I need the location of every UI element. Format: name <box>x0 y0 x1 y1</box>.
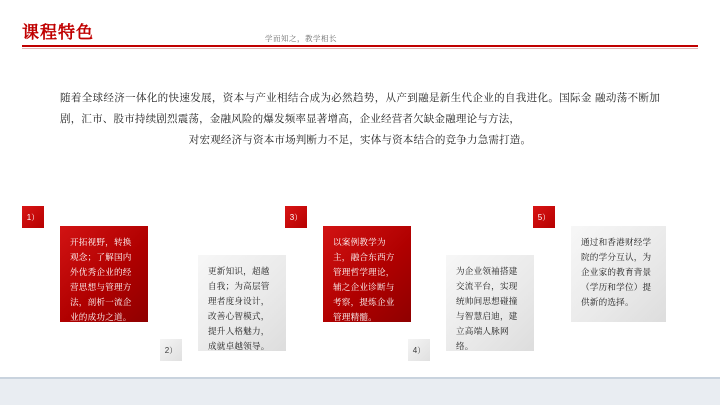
card-text-2: 更新知识，超越自我；为高层管理者度身设计，改善心智模式，提升人格魅力，成就卓越领导。 <box>198 255 286 351</box>
intro-line-2: 融动荡不断加剧，汇市、股市持续剧烈震荡，金融风险的爆发频率显著增高，企业经营者欠缺金融理论与方法， <box>60 92 660 125</box>
intro-line-1: 随着全球经济一体化的快速发展，资本与产业相结合成为必然趋势，从产到融是新生代企业的自我进化。国际金 <box>60 92 592 104</box>
card-text-1: 开拓视野，转换观念；了解国内外优秀企业的经营思想与管理方法，剖析一流企业的成功之道。 <box>60 226 148 322</box>
card-number-badge-2: 2） <box>160 339 182 361</box>
card-text-4: 为企业领袖搭建交流平台，实现统帅间思想碰撞与智慧启迪，建立高端人脉网络。 <box>446 255 534 351</box>
card-number-badge-4: 4） <box>408 339 430 361</box>
page-title: 课程特色 <box>22 23 94 42</box>
footer-band <box>0 379 720 405</box>
intro-line-3: 对宏观经济与资本市场判断力不足，实体与资本结合的竞争力急需打造。 <box>188 134 532 146</box>
card-number-badge-3: 3） <box>285 206 307 228</box>
card-number-badge-5: 5） <box>533 206 555 228</box>
card-text-3: 以案例教学为主，融合东西方管理哲学理论，辅之企业诊断与考察，提炼企业管理精髓。 <box>323 226 411 322</box>
card-text-5: 通过和香港财经学院的学分互认，为企业家的教育背景（学历和学位）提供新的选择。 <box>571 226 666 322</box>
page-subtitle: 学而知之，教学相长 <box>265 34 337 43</box>
card-number-badge-1: 1） <box>22 206 44 228</box>
